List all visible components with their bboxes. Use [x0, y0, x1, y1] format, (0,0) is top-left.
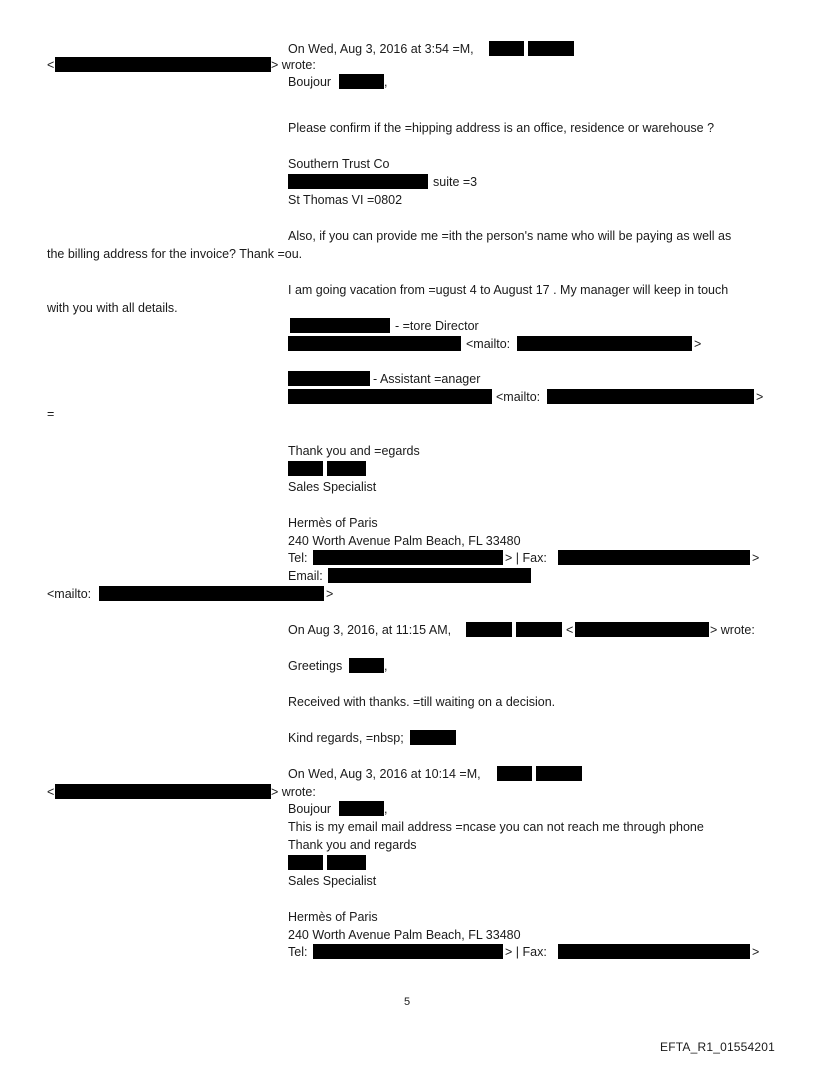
redaction	[516, 622, 562, 637]
redaction	[288, 461, 323, 476]
fax-label: > | Fax:	[505, 945, 547, 959]
redaction	[575, 622, 709, 637]
redaction	[313, 550, 503, 565]
greetings: Greetings	[288, 659, 343, 673]
redaction	[55, 784, 271, 799]
tel-label: Tel:	[288, 551, 308, 565]
redaction	[349, 658, 384, 673]
store-address: 240 Worth Avenue Palm Beach, FL 33480	[288, 928, 521, 942]
redaction	[55, 57, 271, 72]
equals-sign: =	[47, 407, 55, 421]
mailto-label: <mailto:	[496, 390, 541, 404]
email-label: Email:	[288, 569, 323, 583]
redaction	[288, 389, 492, 404]
gt-bracket: >	[694, 337, 702, 351]
gt-bracket: >	[752, 945, 760, 959]
store-address: 240 Worth Avenue Palm Beach, FL 33480	[288, 534, 521, 548]
msg1-header: On Wed, Aug 3, 2016 at 3:54 =M,	[288, 42, 474, 56]
sales-specialist: Sales Specialist	[288, 874, 377, 888]
vacation-line-1: I am going vacation from =ugust 4 to August 17 . My manager will keep in touch	[288, 283, 729, 297]
redaction	[528, 41, 574, 56]
redaction	[288, 855, 323, 870]
redaction	[339, 801, 384, 816]
redaction	[288, 371, 370, 386]
msg2-header: On Aug 3, 2016, at 11:15 AM,	[288, 623, 452, 637]
assistant-title: - Assistant =anager	[373, 372, 481, 386]
email-info-line: This is my email mail address =ncase you can not reach me through phone	[288, 820, 704, 834]
tel-label: Tel:	[288, 945, 308, 959]
redaction	[327, 461, 366, 476]
sales-specialist: Sales Specialist	[288, 480, 377, 494]
redaction	[339, 74, 384, 89]
received-line: Received with thanks. =till waiting on a decision.	[288, 695, 556, 709]
redaction	[313, 944, 503, 959]
page-number: 5	[404, 996, 411, 1008]
lt-bracket: <	[47, 58, 55, 72]
store-name: Hermès of Paris	[288, 516, 378, 530]
redaction	[288, 174, 428, 189]
comma: ,	[384, 802, 388, 816]
city-line: St Thomas VI =0802	[288, 193, 403, 207]
gt-bracket: >	[752, 551, 760, 565]
msg3-header: On Wed, Aug 3, 2016 at 10:14 =M,	[288, 767, 481, 781]
redaction	[558, 944, 750, 959]
director-title: - =tore Director	[395, 319, 479, 333]
lt-bracket: <	[566, 623, 574, 637]
store-name: Hermès of Paris	[288, 910, 378, 924]
redaction	[497, 766, 532, 781]
thanks-regards: Thank you and regards	[288, 838, 417, 852]
redaction	[547, 389, 754, 404]
document-id: EFTA_R1_01554201	[660, 1040, 776, 1054]
gt-bracket: >	[326, 587, 334, 601]
also-line-2: the billing address for the invoice? Thank =ou.	[47, 247, 303, 261]
redaction	[327, 855, 366, 870]
comma: ,	[384, 75, 388, 89]
gt-bracket: >	[756, 390, 764, 404]
redaction	[466, 622, 512, 637]
redaction	[410, 730, 456, 745]
redaction	[489, 41, 524, 56]
fax-label: > | Fax:	[505, 551, 547, 565]
greeting: Boujour	[288, 802, 332, 816]
mailto-label: <mailto:	[466, 337, 511, 351]
also-line-1: Also, if you can provide me =ith the person's name who will be paying as well as	[288, 229, 732, 243]
company-name: Southern Trust Co	[288, 157, 390, 171]
redaction	[288, 336, 461, 351]
lt-bracket: <	[47, 785, 55, 799]
kind-regards: Kind regards, =nbsp;	[288, 731, 404, 745]
greeting: Boujour	[288, 75, 332, 89]
redaction	[99, 586, 324, 601]
mailto-label: <mailto:	[47, 587, 92, 601]
wrote-label: > wrote:	[271, 58, 316, 72]
confirm-question: Please confirm if the =hipping address is an office, residence or warehouse ?	[288, 121, 715, 135]
redaction	[328, 568, 531, 583]
comma: ,	[384, 659, 388, 673]
vacation-line-2: with you with all details.	[47, 301, 178, 315]
suite-label: suite =3	[433, 175, 478, 189]
redaction	[536, 766, 582, 781]
redaction	[290, 318, 390, 333]
redaction	[558, 550, 750, 565]
thanks-regards: Thank you and =egards	[288, 444, 420, 458]
wrote-label: > wrote:	[271, 785, 316, 799]
wrote-label: > wrote:	[710, 623, 755, 637]
redaction	[517, 336, 692, 351]
